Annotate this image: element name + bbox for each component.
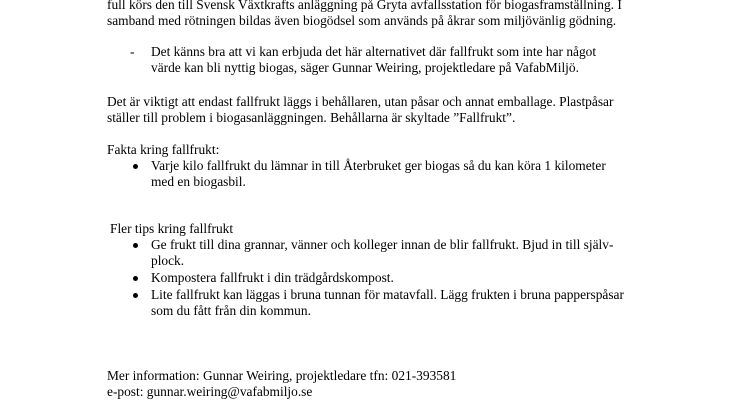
tips-list-item xyxy=(151,237,613,269)
facts-heading: Fakta kring fallfrukt: xyxy=(107,142,220,157)
quote-paragraph xyxy=(151,44,596,76)
contact-line-1: Mer information: Gunnar Weiring, projektledare tfn: 021-393581 xyxy=(107,368,457,383)
quote-line-1: Det känns bra att vi kan erbjuda det här alternativet där fallfrukt som inte har något xyxy=(151,44,597,59)
facts-item-line-1: Varje kilo fallfrukt du lämnar in till Återbruket ger biogas så du kan köra 1 kilometer xyxy=(151,158,606,173)
tips-item-3-line-2: som du fått från din kommun. xyxy=(151,303,311,318)
intro-line-2: samband med rötningen bildas även biogödsel som används på åkrar som miljövänlig gödning. xyxy=(107,13,617,28)
notice-line-2: ställer till problem i biogasanläggningen. Behållarna är skyltade ”Fallfrukt”. xyxy=(107,110,516,125)
bullet-icon xyxy=(133,164,138,169)
quote-dash: - xyxy=(130,44,135,59)
tips-item-2-line-1: Kompostera fallfrukt i din trädgårdskompost. xyxy=(151,270,394,285)
intro-line-1: full körs den till Svensk Växtkrafts anläggning på Gryta avfallsstation för biogasframställning. I xyxy=(107,0,622,12)
bullet-icon xyxy=(133,276,138,281)
quote-line-2: värde kan bli nyttig biogas, säger Gunnar Weiring, projektledare på VafabMiljö. xyxy=(151,60,579,75)
bullet-icon xyxy=(133,293,138,298)
facts-list-item xyxy=(151,158,606,190)
contact-info xyxy=(107,368,456,400)
notice-paragraph xyxy=(107,94,613,126)
notice-line-1: Det är viktigt att endast fallfrukt läggs i behållaren, utan påsar och annat emballage. Plastpåsar xyxy=(107,94,614,109)
contact-email[interactable]: e-post: gunnar.weiring@vafabmiljo.se xyxy=(107,384,313,399)
tips-list-item xyxy=(151,270,394,286)
tips-heading: Fler tips kring fallfrukt xyxy=(110,221,234,236)
tips-list-item xyxy=(151,287,624,319)
bullet-icon xyxy=(133,243,138,248)
tips-item-1-line-1: Ge frukt till dina grannar, vänner och kolleger innan de blir fallfrukt. Bjud in till själv- xyxy=(151,237,614,252)
tips-item-3-line-1: Lite fallfrukt kan läggas i bruna tunnan för matavfall. Lägg frukten i bruna papperspåsar xyxy=(151,287,624,302)
facts-item-line-2: med en biogasbil. xyxy=(151,174,246,189)
intro-paragraph xyxy=(107,0,622,29)
tips-item-1-line-2: plock. xyxy=(151,253,185,268)
